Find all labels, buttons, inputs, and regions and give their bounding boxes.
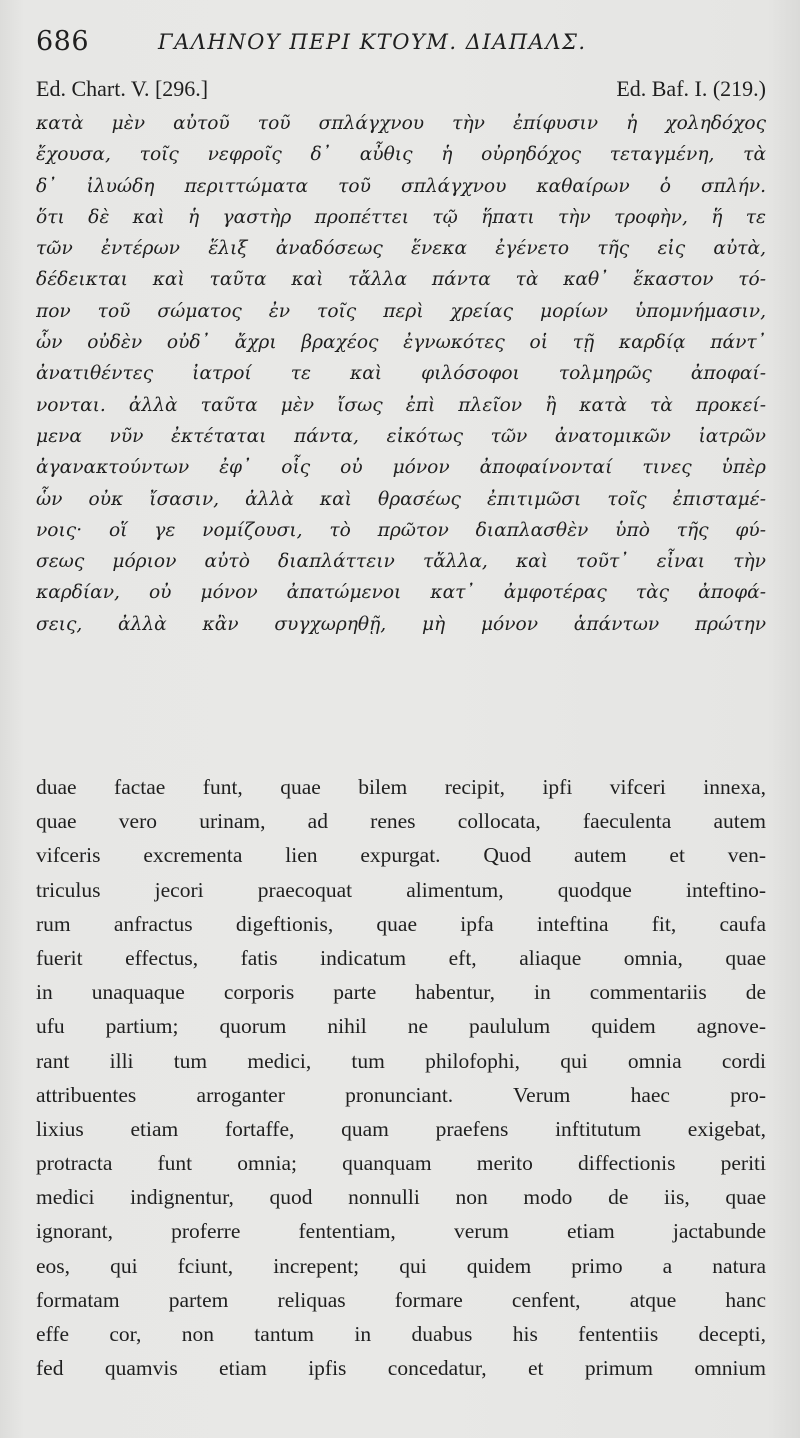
latin-line: lixius etiam fortaffe, quam praefens inftitutum exigebat, bbox=[36, 1116, 766, 1141]
latin-line: quae vero urinam, ad renes collocata, faeculenta autem bbox=[36, 809, 766, 834]
latin-line: duae factae funt, quae bilem recipit, ipfi vifceri innexa, bbox=[36, 775, 766, 799]
greek-line: μενα νῦν ἐκτέταται πάντα, εἰκότως τῶν ἀνατομικῶν ἰατρῶν bbox=[36, 425, 766, 447]
greek-line: σεως μόριον αὐτὸ διαπλάττειν τἄλλα, καὶ τοῦτ᾿ εἶναι τὴν bbox=[36, 551, 766, 573]
greek-line: ἀγανακτούντων ἐφ᾿ οἷς οὐ μόνον ἀποφαίνονταί τινες ὑπὲρ bbox=[36, 457, 766, 479]
greek-line: ὧν οὐκ ἴσασιν, ἀλλὰ καὶ θρασέως ἐπιτιμῶσι τοῖς ἐπισταμέ- bbox=[36, 488, 766, 510]
latin-line: effe cor, non tantum in duabus his fententiis decepti, bbox=[36, 1322, 766, 1346]
latin-line: ufu partium; quorum nihil ne paululum quidem agnove- bbox=[36, 1014, 766, 1039]
latin-line: fuerit effectus, fatis indicatum eft, aliaque omnia, quae bbox=[36, 945, 766, 970]
latin-line: protracta funt omnia; quanquam merito diffectionis periti bbox=[36, 1151, 766, 1176]
greek-line: ὧν οὐδὲν οὐδ᾿ ἄχρι βραχέος ἐγνωκότες οἱ τῇ καρδίᾳ πάντ᾿ bbox=[36, 332, 766, 354]
latin-line: medici indignentur, quod nonnulli non modo de iis, quae bbox=[36, 1185, 766, 1210]
latin-line: rum anfractus digeftionis, quae ipfa inteftina fit, caufa bbox=[36, 911, 766, 936]
greek-line: νοις· οἵ γε νομίζουσι, τὸ πρῶτον διαπλασθὲν ὑπὸ τῆς φύ- bbox=[36, 519, 766, 541]
latin-line: formatam partem reliquas formare cenfent, atque hanc bbox=[36, 1287, 766, 1312]
latin-line: vifceris excrementa lien expurgat. Quod autem et ven- bbox=[36, 843, 766, 868]
latin-line: fed quamvis etiam ipfis concedatur, et primum omnium bbox=[36, 1356, 766, 1381]
greek-line: ἀνατιθέντες ἰατροί τε καὶ φιλόσοφοι τολμηρῶς ἀποφαί- bbox=[36, 363, 766, 385]
edition-reference-right: Ed. Baf. I. (219.) bbox=[616, 76, 766, 101]
greek-line: πον τοῦ σώματος ἐν τοῖς περὶ χρείας μορίων ὑπομνήμασιν, bbox=[36, 300, 766, 322]
greek-line: κατὰ μὲν αὐτοῦ τοῦ σπλάγχνου τὴν ἐπίφυσιν ἡ χοληδόχος bbox=[36, 113, 766, 134]
greek-line: καρδίαν, οὐ μόνον ἀπατώμενοι κατ᾿ ἀμφοτέρας τὰς ἀποφά- bbox=[36, 582, 766, 604]
page-number: 686 bbox=[36, 26, 90, 57]
greek-line: ὅτι δὲ καὶ ἡ γαστὴρ προπέττει τῷ ἥπατι τὴν τροφὴν, ἥ τε bbox=[36, 206, 766, 228]
latin-text-block bbox=[36, 770, 766, 1385]
edition-reference-left: Ed. Chart. V. [296.] bbox=[36, 76, 209, 101]
greek-line: σεις, ἀλλὰ κἂν συγχωρηθῇ, μὴ μόνον ἁπάντων πρώτην bbox=[36, 613, 766, 635]
latin-line: ignorant, proferre fententiam, verum etiam jactabunde bbox=[36, 1219, 766, 1244]
greek-line: ἔχουσα, τοῖς νεφροῖς δ᾿ αὖθις ἡ οὐρηδόχος τεταγμένη, τὰ bbox=[36, 144, 766, 166]
greek-line: τῶν ἐντέρων ἕλιξ ἀναδόσεως ἕνεκα ἐγένετο τῆς εἰς αὐτὰ, bbox=[36, 238, 766, 260]
latin-line: eos, qui fciunt, increpent; qui quidem primo a natura bbox=[36, 1253, 766, 1278]
latin-line: in unaquaque corporis parte habentur, in commentariis de bbox=[36, 980, 766, 1005]
latin-line: attribuentes arroganter pronunciant. Verum haec pro- bbox=[36, 1082, 766, 1107]
greek-line: δέδεικται καὶ ταῦτα καὶ τἄλλα πάντα τὰ καθ᾿ ἕκαστον τό- bbox=[36, 269, 766, 291]
running-title: ΓΑΛΗΝΟΥ ΠΕΡΙ ΚΤΟΥΜ. ΔΙΑΠΑΛΣ. bbox=[158, 30, 587, 54]
latin-line: triculus jecori praecoquat alimentum, quodque inteftino- bbox=[36, 877, 766, 902]
greek-line: δ᾿ ἰλυώδη περιττώματα τοῦ σπλάγχνου καθαίρων ὁ σπλήν. bbox=[36, 175, 766, 197]
greek-text-block bbox=[36, 108, 766, 640]
page-header bbox=[36, 26, 766, 62]
latin-line: rant illi tum medici, tum philofophi, qui omnia cordi bbox=[36, 1048, 766, 1073]
greek-line: νονται. ἀλλὰ ταῦτα μὲν ἴσως ἐπὶ πλεῖον ἢ κατὰ τὰ προκεί- bbox=[36, 394, 766, 416]
